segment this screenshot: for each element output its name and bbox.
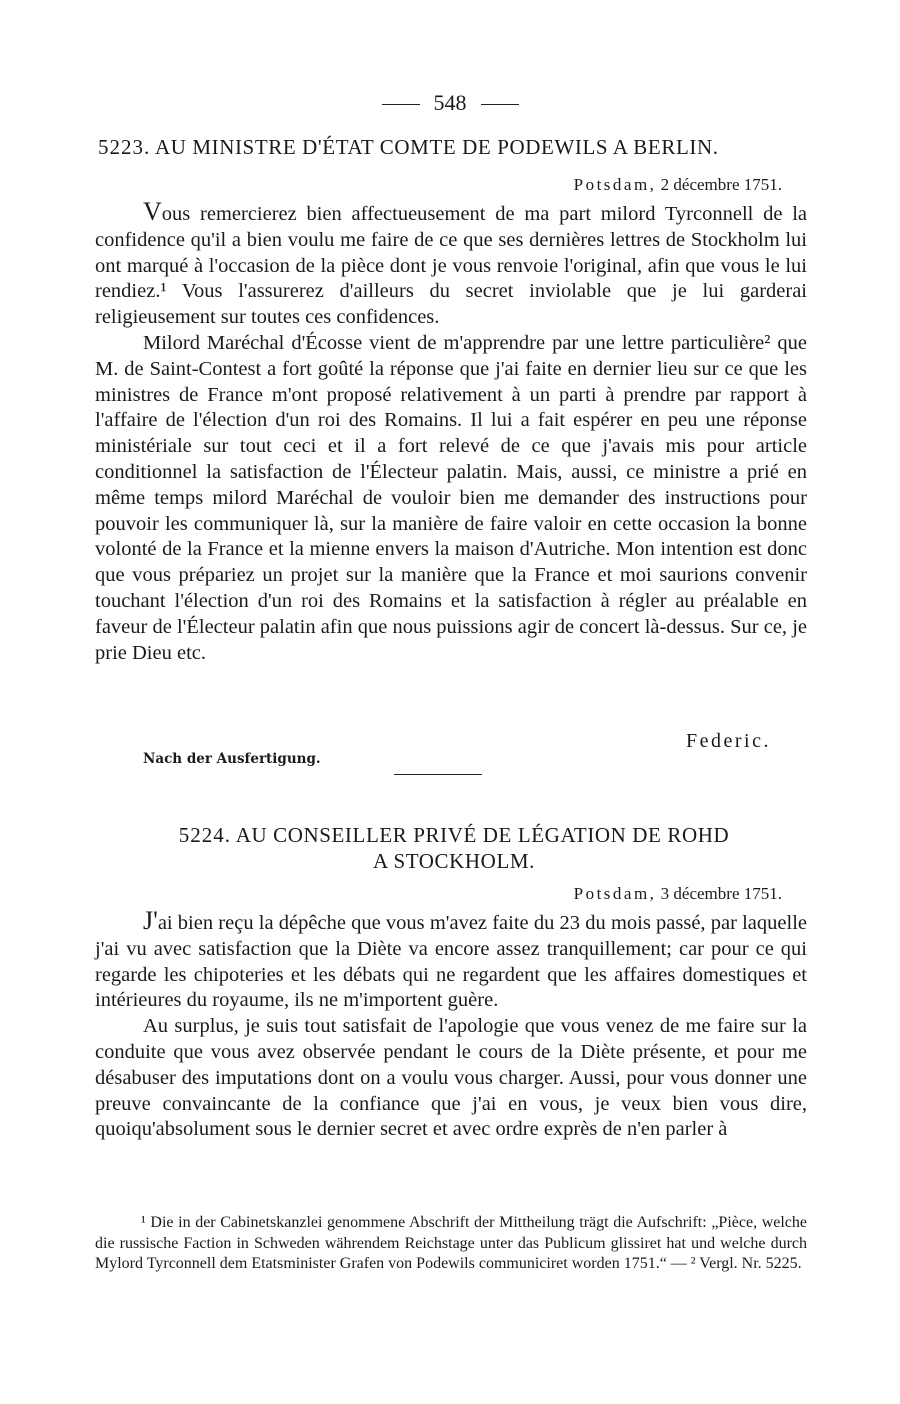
page-number-dash-left xyxy=(382,104,420,105)
letter-5223-signature: Federic. xyxy=(686,730,771,752)
letter-5223-source: Nach der Ausfertigung. xyxy=(143,751,321,767)
letter-5224-body xyxy=(95,908,807,1143)
letter-5224-paragraph-2: Au surplus, je suis tout satisfait de l'apologie que vous venez de me faire sur la conduite que vous avez observée pendant le cours de la Diète présente, et pour me désabuser des imputations dont on a voulu vous charger. Aussi, pour vous donner une preuve convaincante de la confiance que j'ai en vous, je veux bien vous dire, quoiqu'absolument sous le dernier secret et avec ordre exprès de n'en parler à xyxy=(95,1015,807,1141)
letter-5224-place: Potsdam, xyxy=(573,884,657,903)
letter-5224-paragraph-1: J'ai bien reçu la dépêche que vous m'avez faite du 23 du mois passé, par laquelle j'ai vu avec satisfaction que la Diète va encore assez tranquillement; car pour ce qui regarde les chipoteries et les débats qui ne regardent que les affaires domestiques et intérieures du royaume, ils ne m'importent guère. xyxy=(95,906,807,1012)
letter-5223-dateline xyxy=(574,175,782,195)
letter-5223-body xyxy=(95,199,807,666)
section-divider xyxy=(394,774,482,775)
letter-5224-title-line-1: AU CONSEILLER PRIVÉ DE LÉGATION DE ROHD xyxy=(235,823,730,847)
letter-5224-title-line-2: A STOCKHOLM. xyxy=(372,849,535,873)
letter-5224-number: 5224. xyxy=(178,823,231,847)
page-number-text: 548 xyxy=(433,90,467,115)
letter-5224-dateline xyxy=(574,884,782,904)
page-number-dash-right xyxy=(481,104,519,105)
footnotes xyxy=(95,1213,807,1275)
letter-5223-paragraph-1: Vous remercierez bien affectueusement de ma part milord Tyrconnell de la confidence qu'il a bien voulu me faire de ce que ses dernières lettres de Stockholm lui ont marqué à l'occasion de la pièce dont je vous renvoie l'original, afin que vous le lui rendiez.¹ Vous l'assurerez d'ailleurs du secret inviolable que je lui garderai religieusement sur toutes ces confidences. xyxy=(95,197,807,329)
letter-5223-number: 5223. xyxy=(98,135,151,159)
footnote: ¹ Die in der Cabinetskanzlei genommene Abschrift der Mittheilung trägt die Aufschrift: „Pièce, welche die russische Faction in Schweden währendem Reichstage unter das Publicum glissiret hat und welche durch Mylord Tyrconnell dem Etatsminister Grafen von Podewils communiciret worden 1751.“ — ² Vergl. Nr. 5225. xyxy=(95,1214,807,1272)
letter-5224-heading xyxy=(98,822,810,874)
letter-5223-heading xyxy=(98,134,810,160)
letter-5223-date: 2 décembre 1751. xyxy=(660,175,782,194)
page-number xyxy=(0,90,900,116)
letter-5224-date: 3 décembre 1751. xyxy=(660,884,782,903)
letter-5223-place: Potsdam, xyxy=(573,175,657,194)
letter-5224-heading-line-1 xyxy=(98,822,810,848)
letter-5223-title: AU MINISTRE D'ÉTAT COMTE DE PODEWILS A BERLIN. xyxy=(154,135,719,159)
letter-5223-paragraph-2: Milord Maréchal d'Écosse vient de m'apprendre par une lettre particulière² que M. de Saint-Contest a fort goûté la réponse que j'ai faite en dernier lieu sur ce que les ministres de France m'ont proposé relativement à un parti à prendre par rapport à l'affaire de l'élection d'un roi des Romains. Il lui a fait espérer en peu une réponse ministériale sur tout ceci et il a fort relevé de ce que j'avais mis pour article conditionnel la satisfaction de l'Électeur palatin. Mais, aussi, ce ministre a prié en même temps milord Maréchal de vouloir bien me demander des instructions pour pouvoir les communiquer là, sur la manière de faire valoir en cette occasion la bonne volonté de la France et la mienne envers la maison d'Autriche. Mon intention est donc que vous prépariez un projet sur la manière que la France et moi saurions convenir touchant l'élection d'un roi des Romains et la satisfaction à régler au préalable en faveur de l'Électeur palatin afin que nous puissions agir de concert là-dessus. Sur ce, je prie Dieu etc. xyxy=(95,331,807,664)
